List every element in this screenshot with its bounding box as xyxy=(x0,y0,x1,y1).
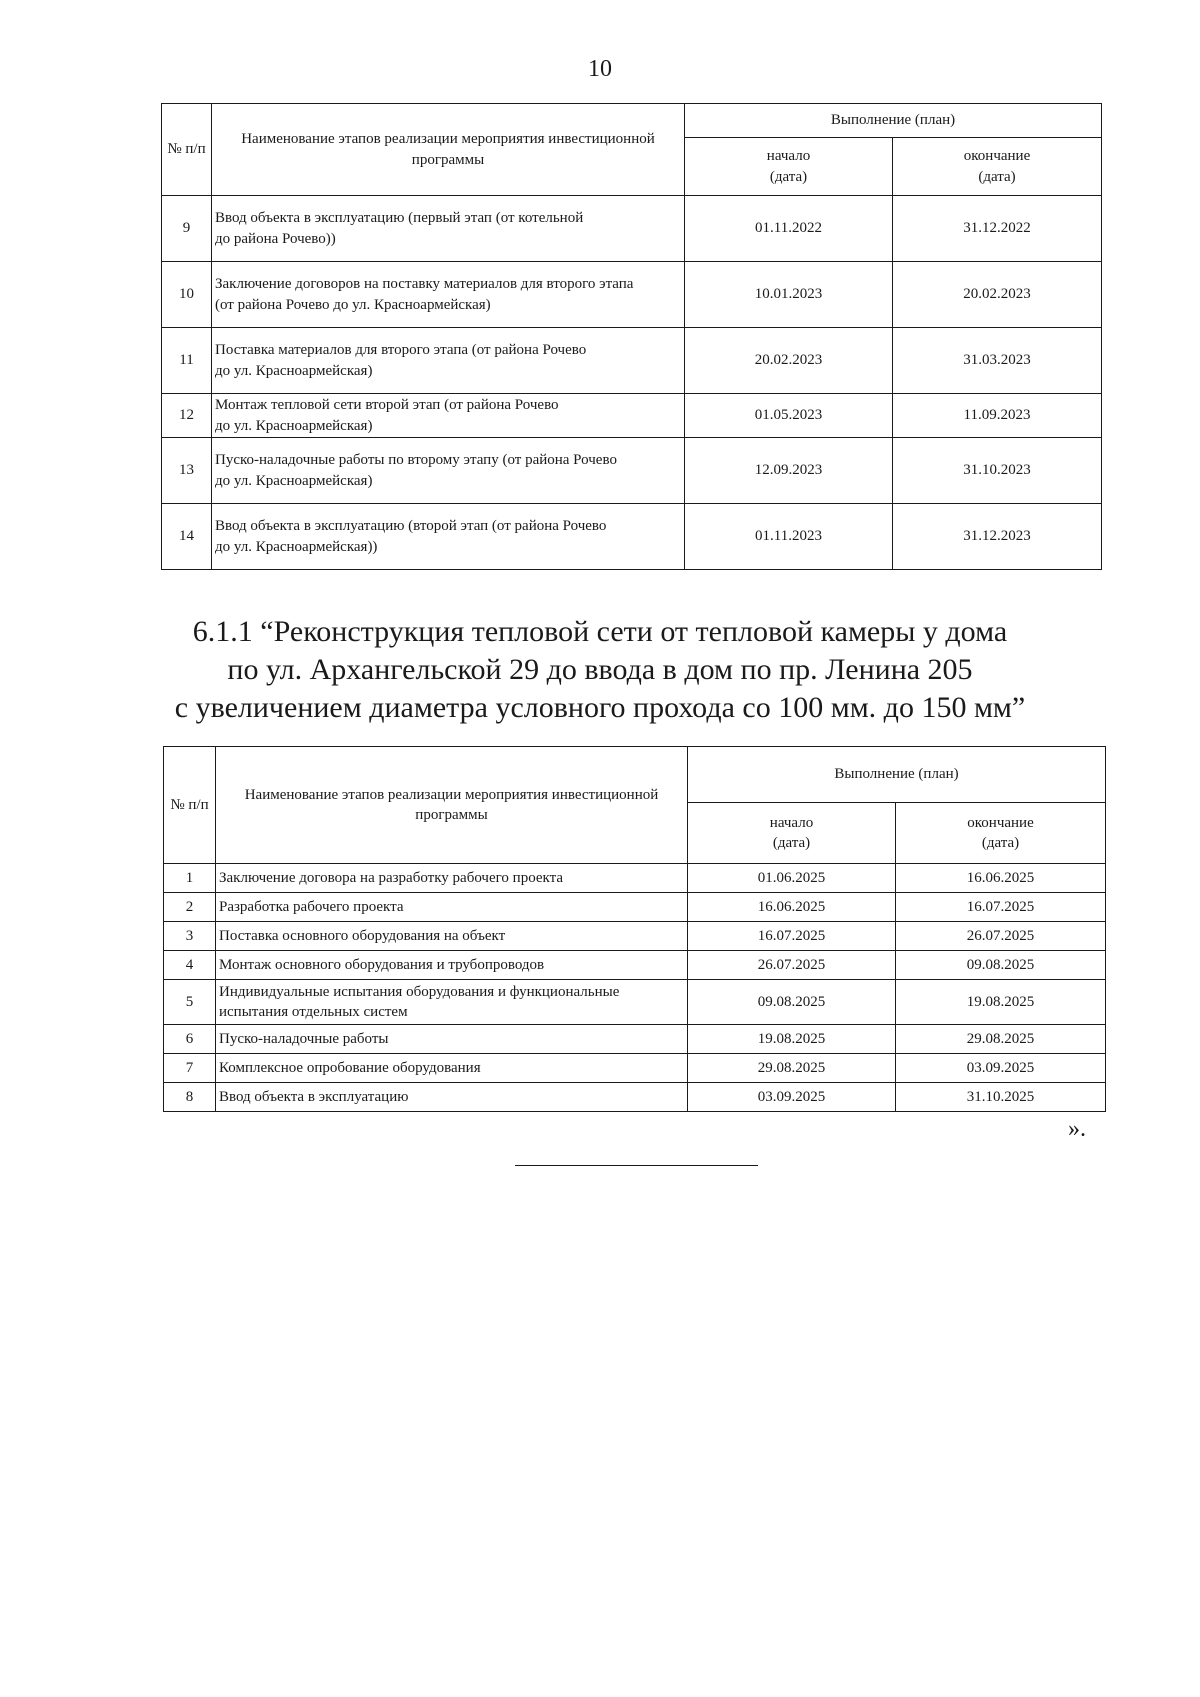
row-num: 6 xyxy=(164,1025,216,1054)
row-start: 16.06.2025 xyxy=(688,893,896,922)
row-end: 11.09.2023 xyxy=(893,394,1102,438)
table-row xyxy=(164,951,1106,980)
header-start-label: начало xyxy=(766,148,811,165)
header-end-label: окончание xyxy=(967,814,1034,831)
header-execution: Выполнение (план) xyxy=(685,104,1102,138)
row-name-line: Ввод объекта в эксплуатацию (первый этап (от котельной xyxy=(215,210,584,227)
end-rule-divider xyxy=(515,1165,758,1166)
row-name-line: Индивидуальные испытания оборудования и функциональные xyxy=(219,983,620,1000)
table-row xyxy=(164,980,1106,1025)
row-end: 31.03.2023 xyxy=(893,328,1102,394)
row-name-line: до ул. Красноармейская) xyxy=(215,472,373,489)
table-row xyxy=(162,196,1102,262)
section-heading-line: 6.1.1 “Реконструкция тепловой сети от тепловой камеры у дома xyxy=(192,615,1008,648)
row-name xyxy=(212,504,685,570)
table-row xyxy=(164,893,1106,922)
row-end: 29.08.2025 xyxy=(896,1025,1106,1054)
row-name xyxy=(212,438,685,504)
row-name-line: Монтаж тепловой сети второй этап (от района Рочево xyxy=(215,397,559,414)
row-end: 20.02.2023 xyxy=(893,262,1102,328)
row-num: 2 xyxy=(164,893,216,922)
table-row xyxy=(162,504,1102,570)
row-end: 19.08.2025 xyxy=(896,980,1106,1025)
header-num: № п/п xyxy=(164,747,216,864)
row-end: 31.12.2022 xyxy=(893,196,1102,262)
row-name-line: испытания отдельных систем xyxy=(219,1004,408,1020)
row-start: 29.08.2025 xyxy=(688,1054,896,1083)
row-end: 09.08.2025 xyxy=(896,951,1106,980)
row-num: 9 xyxy=(162,196,212,262)
header-start-label: начало xyxy=(769,814,814,831)
row-num: 4 xyxy=(164,951,216,980)
row-name-line: до ул. Красноармейская) xyxy=(215,362,373,379)
table-row xyxy=(164,1025,1106,1054)
row-start: 26.07.2025 xyxy=(688,951,896,980)
header-start xyxy=(688,803,896,864)
row-name: Разработка рабочего проекта xyxy=(216,893,688,922)
row-name-line: Заключение договоров на поставку материалов для второго этапа xyxy=(215,276,634,293)
row-name: Поставка основного оборудования на объект xyxy=(216,922,688,951)
header-end xyxy=(893,138,1102,196)
closing-quote-mark: ». xyxy=(1068,1116,1086,1142)
row-name: Ввод объекта в эксплуатацию xyxy=(216,1083,688,1112)
row-num: 5 xyxy=(164,980,216,1025)
row-start: 03.09.2025 xyxy=(688,1083,896,1112)
row-start: 01.05.2023 xyxy=(685,394,893,438)
row-start: 12.09.2023 xyxy=(685,438,893,504)
section-heading-line: по ул. Архангельской 29 до ввода в дом по пр. Ленина 205 xyxy=(227,653,973,686)
row-start: 01.06.2025 xyxy=(688,864,896,893)
row-name: Комплексное опробование оборудования xyxy=(216,1054,688,1083)
header-start-unit: (дата) xyxy=(769,168,808,185)
header-start xyxy=(685,138,893,196)
row-name xyxy=(212,262,685,328)
row-start: 16.07.2025 xyxy=(688,922,896,951)
row-end: 03.09.2025 xyxy=(896,1054,1106,1083)
row-num: 7 xyxy=(164,1054,216,1083)
row-num: 14 xyxy=(162,504,212,570)
row-name: Монтаж основного оборудования и трубопроводов xyxy=(216,951,688,980)
row-name-line: до ул. Красноармейская)) xyxy=(215,538,378,555)
row-start: 10.01.2023 xyxy=(685,262,893,328)
header-execution: Выполнение (план) xyxy=(688,747,1106,803)
row-name xyxy=(212,394,685,438)
table-row xyxy=(164,1083,1106,1112)
row-end: 16.07.2025 xyxy=(896,893,1106,922)
table-row xyxy=(164,1054,1106,1083)
row-num: 13 xyxy=(162,438,212,504)
table-row xyxy=(164,864,1106,893)
stages-table-2 xyxy=(163,746,1106,1112)
page-number: 10 xyxy=(588,56,612,82)
row-start: 19.08.2025 xyxy=(688,1025,896,1054)
table-row xyxy=(162,438,1102,504)
row-start: 20.02.2023 xyxy=(685,328,893,394)
row-num: 11 xyxy=(162,328,212,394)
row-name xyxy=(216,980,688,1025)
row-start: 09.08.2025 xyxy=(688,980,896,1025)
header-end xyxy=(896,803,1106,864)
row-start: 01.11.2022 xyxy=(685,196,893,262)
stages-table-1 xyxy=(161,103,1102,570)
row-name-line: Поставка материалов для второго этапа (от района Рочево xyxy=(215,342,587,359)
row-start: 01.11.2023 xyxy=(685,504,893,570)
row-end: 31.10.2023 xyxy=(893,438,1102,504)
header-name: Наименование этапов реализации мероприятия инвестиционной программы xyxy=(216,747,688,864)
header-num: № п/п xyxy=(162,104,212,196)
header-name: Наименование этапов реализации мероприятия инвестиционной программы xyxy=(212,104,685,196)
table-row xyxy=(162,328,1102,394)
table-row xyxy=(164,922,1106,951)
row-num: 12 xyxy=(162,394,212,438)
header-end-label: окончание xyxy=(963,148,1031,165)
table-row xyxy=(162,394,1102,438)
header-end-unit: (дата) xyxy=(978,168,1016,185)
table-row xyxy=(162,262,1102,328)
row-name-line: Ввод объекта в эксплуатацию (второй этап (от района Рочево xyxy=(215,518,607,535)
header-end-unit: (дата) xyxy=(981,835,1020,851)
row-name-line: до района Рочево)) xyxy=(215,230,336,247)
row-name-line: Пуско-наладочные работы по второму этапу (от района Рочево xyxy=(215,452,617,469)
row-end: 31.10.2025 xyxy=(896,1083,1106,1112)
row-num: 8 xyxy=(164,1083,216,1112)
row-name-line: до ул. Красноармейская) xyxy=(215,417,373,434)
row-num: 10 xyxy=(162,262,212,328)
row-name: Заключение договора на разработку рабочего проекта xyxy=(216,864,688,893)
row-num: 3 xyxy=(164,922,216,951)
row-name: Пуско-наладочные работы xyxy=(216,1025,688,1054)
row-name xyxy=(212,328,685,394)
row-name-line: (от района Рочево до ул. Красноармейская) xyxy=(215,296,491,313)
row-num: 1 xyxy=(164,864,216,893)
row-end: 16.06.2025 xyxy=(896,864,1106,893)
row-end: 26.07.2025 xyxy=(896,922,1106,951)
row-name xyxy=(212,196,685,262)
header-start-unit: (дата) xyxy=(772,835,811,851)
section-heading-line: с увеличением диаметра условного прохода со 100 мм. до 150 мм” xyxy=(174,691,1026,724)
row-end: 31.12.2023 xyxy=(893,504,1102,570)
section-heading xyxy=(150,613,1050,727)
